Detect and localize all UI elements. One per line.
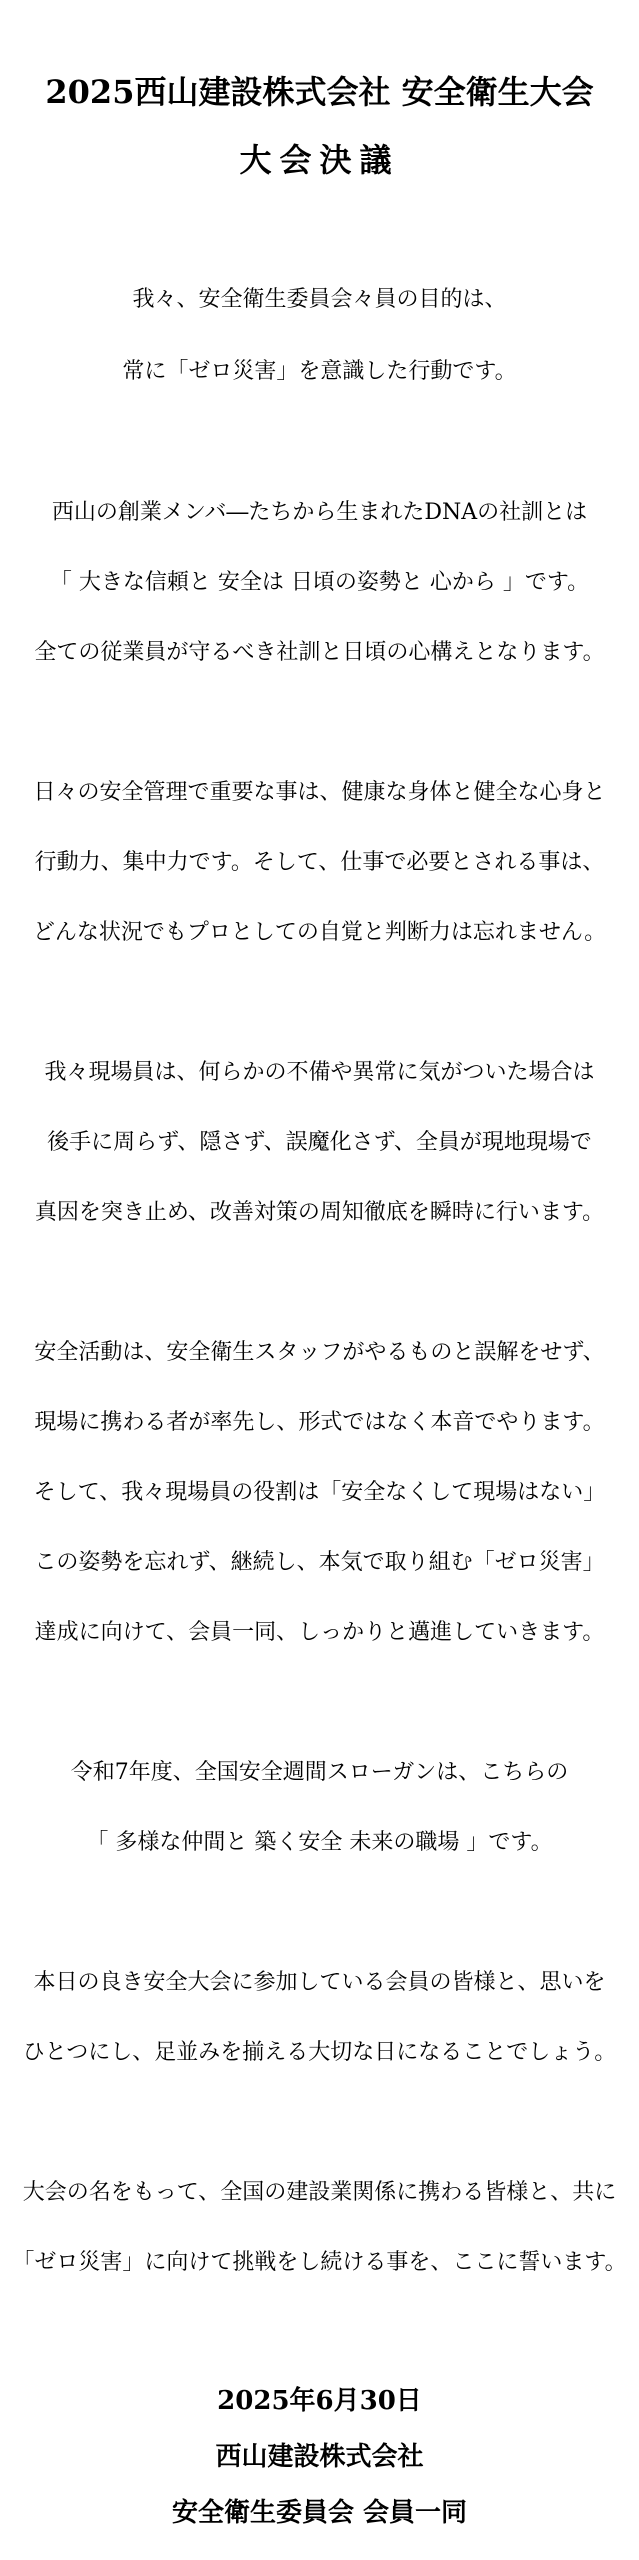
paragraph-line: 西山の創業メンバ―たちから生まれたDNAの社訓とは <box>51 500 588 525</box>
paragraph-line: 「 大きな信頼と 安全は 日頃の姿勢と 心から 」です。 <box>49 570 590 595</box>
paragraph-line: この姿勢を忘れず、継続し、本気で取り組む「ゼロ災害」 <box>34 1550 605 1575</box>
resolution-date: 2025年6月30日 <box>217 2386 422 2416</box>
paragraph-line: 日々の安全管理で重要な事は、健康な身体と健全な心身と <box>33 780 606 805</box>
paragraph-line: 達成に向けて、会員一同、しっかりと邁進していきます。 <box>34 1620 605 1645</box>
paragraph-line: 全ての従業員が守るべき社訓と日頃の心構えとなります。 <box>34 640 605 665</box>
paragraph-line: 我々、安全衛生委員会々員の目的は、 <box>132 287 507 312</box>
paragraph-line: どんな状況でもプロとしての自覚と判断力は忘れません。 <box>32 920 607 945</box>
document-title: 2025西山建設株式会社 安全衛生大会 <box>45 73 594 111</box>
paragraph-line: そして、我々現場員の役割は「安全なくして現場はない」 <box>33 1480 606 1505</box>
paragraph-line: 現場に携わる者が率先し、形式ではなく本音でやります。 <box>34 1410 605 1435</box>
paragraph-line: 「 多様な仲間と 築く安全 未来の職場 」です。 <box>86 1830 553 1855</box>
paragraph-line: ひとつにし、足並みを揃える大切な日になることでしょう。 <box>22 2040 617 2065</box>
paragraph-line: 真因を突き止め、改善対策の周知徹底を瞬時に行います。 <box>34 1200 605 1225</box>
paragraph-line: 後手に周らず、隠さず、誤魔化さず、全員が現地現場で <box>47 1130 592 1155</box>
paragraph-line: 我々現場員は、何らかの不備や異常に気がついた場合は <box>44 1060 595 1085</box>
document-subtitle: 大会決議 <box>239 141 400 179</box>
signatory: 安全衛生委員会 会員一同 <box>171 2498 468 2528</box>
paragraph-line: 常に「ゼロ災害」を意識した行動です。 <box>122 359 517 384</box>
paragraph-line: 令和7年度、全国安全週間スローガンは、こちらの <box>70 1760 569 1785</box>
paragraph-line: 本日の良き安全大会に参加している会員の皆様と、思いを <box>33 1970 606 1995</box>
paragraph-line: 行動力、集中力です。そして、仕事で必要とされる事は、 <box>34 850 605 875</box>
paragraph-line: 「ゼロ災害」に向けて挑戦をし続ける事を、ここに誓います。 <box>12 2250 627 2275</box>
company-name: 西山建設株式会社 <box>215 2442 424 2472</box>
paragraph-line: 大会の名をもって、全国の建設業関係に携わる皆様と、共に <box>22 2180 617 2205</box>
paragraph-line: 安全活動は、安全衛生スタッフがやるものと誤解をせず、 <box>34 1340 605 1365</box>
